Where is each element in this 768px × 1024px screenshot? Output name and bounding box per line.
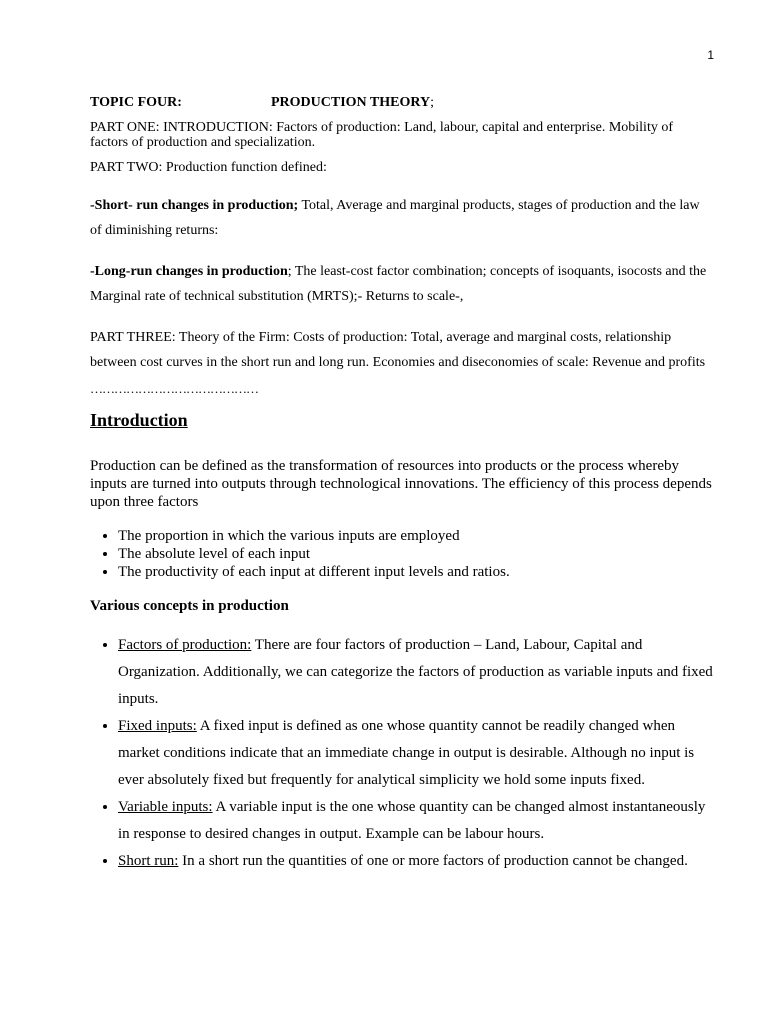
concept-item-factors — [118, 632, 714, 713]
introduction-paragraph: Production can be defined as the transformation of resources into products or the process whereby inputs are turned into outputs through technological innovations. The efficiency of this process depends upon three factors — [90, 458, 712, 510]
short-run-text: Total, Average and marginal products, stages of production and the law of diminishing returns: — [90, 198, 700, 238]
outline-part-two: PART TWO: Production function defined: — [90, 160, 327, 175]
concepts-heading: Various concepts in production — [90, 598, 289, 614]
list-item: • The absolute level of each input — [118, 545, 714, 563]
concept-item-variable-inputs — [118, 794, 714, 848]
concept-item-short-run — [118, 848, 714, 875]
concept-text: In a short run the quantities of one or more factors of production cannot be changed. — [178, 853, 688, 869]
outline-part-one: PART ONE: INTRODUCTION: Factors of production: Land, labour, capital and enterprise. Mobility of factors of production and specialization. — [90, 120, 674, 150]
short-run-title: -Short- run changes in production; — [90, 198, 299, 213]
topic-title — [271, 95, 434, 111]
long-run-title: -Long-run changes in production — [90, 264, 288, 279]
efficiency-factors-list — [90, 527, 714, 581]
outline-short-run — [90, 193, 714, 243]
dotted-separator: …………………………………… — [90, 381, 258, 396]
outline-long-run — [90, 259, 714, 309]
concept-term: Fixed inputs: — [118, 718, 197, 734]
concept-text: A fixed input is defined as one whose quantity cannot be readily changed when market conditions indicate that an immediate change in output is desirable. Although no input is ever absolutely fixed but frequently for analytical simplicity we hold some inputs fixed. — [118, 718, 695, 788]
long-run-text: ; The least-cost factor combination; concepts of isoquants, isocosts and the Marginal rate of technical substitution (MRTS);- Returns to scale-, — [90, 264, 707, 304]
concept-term: Short run: — [118, 853, 179, 869]
topic-line — [90, 92, 714, 110]
page-content — [90, 92, 714, 875]
concept-term: Variable inputs: — [118, 799, 213, 815]
page-number: 1 — [707, 48, 714, 62]
topic-label: TOPIC FOUR: — [90, 95, 182, 110]
concept-text: There are four factors of production – Land, Labour, Capital and Organization. Additionally, we can categorize the factors of production as variable inputs and fixed inputs. — [118, 637, 713, 707]
topic-title-suffix: ; — [430, 95, 434, 110]
concepts-list — [90, 632, 714, 875]
concept-text: A variable input is the one whose quantity can be changed almost instantaneously in response to desired changes in output. Example can be labour hours. — [118, 799, 706, 842]
concept-term: Factors of production: — [118, 637, 252, 653]
list-item: • The proportion in which the various inputs are employed — [118, 527, 714, 545]
introduction-heading: Introduction — [90, 410, 188, 430]
topic-title-text: PRODUCTION THEORY — [271, 95, 431, 110]
concept-item-fixed-inputs — [118, 713, 714, 794]
outline-part-three: PART THREE: Theory of the Firm: Costs of production: Total, average and marginal costs, relationship between cost curves in the short run and long run. Economies and diseconomies of scale: Revenue and profits — [90, 330, 706, 370]
list-item: • The productivity of each input at different input levels and ratios. — [118, 563, 714, 581]
